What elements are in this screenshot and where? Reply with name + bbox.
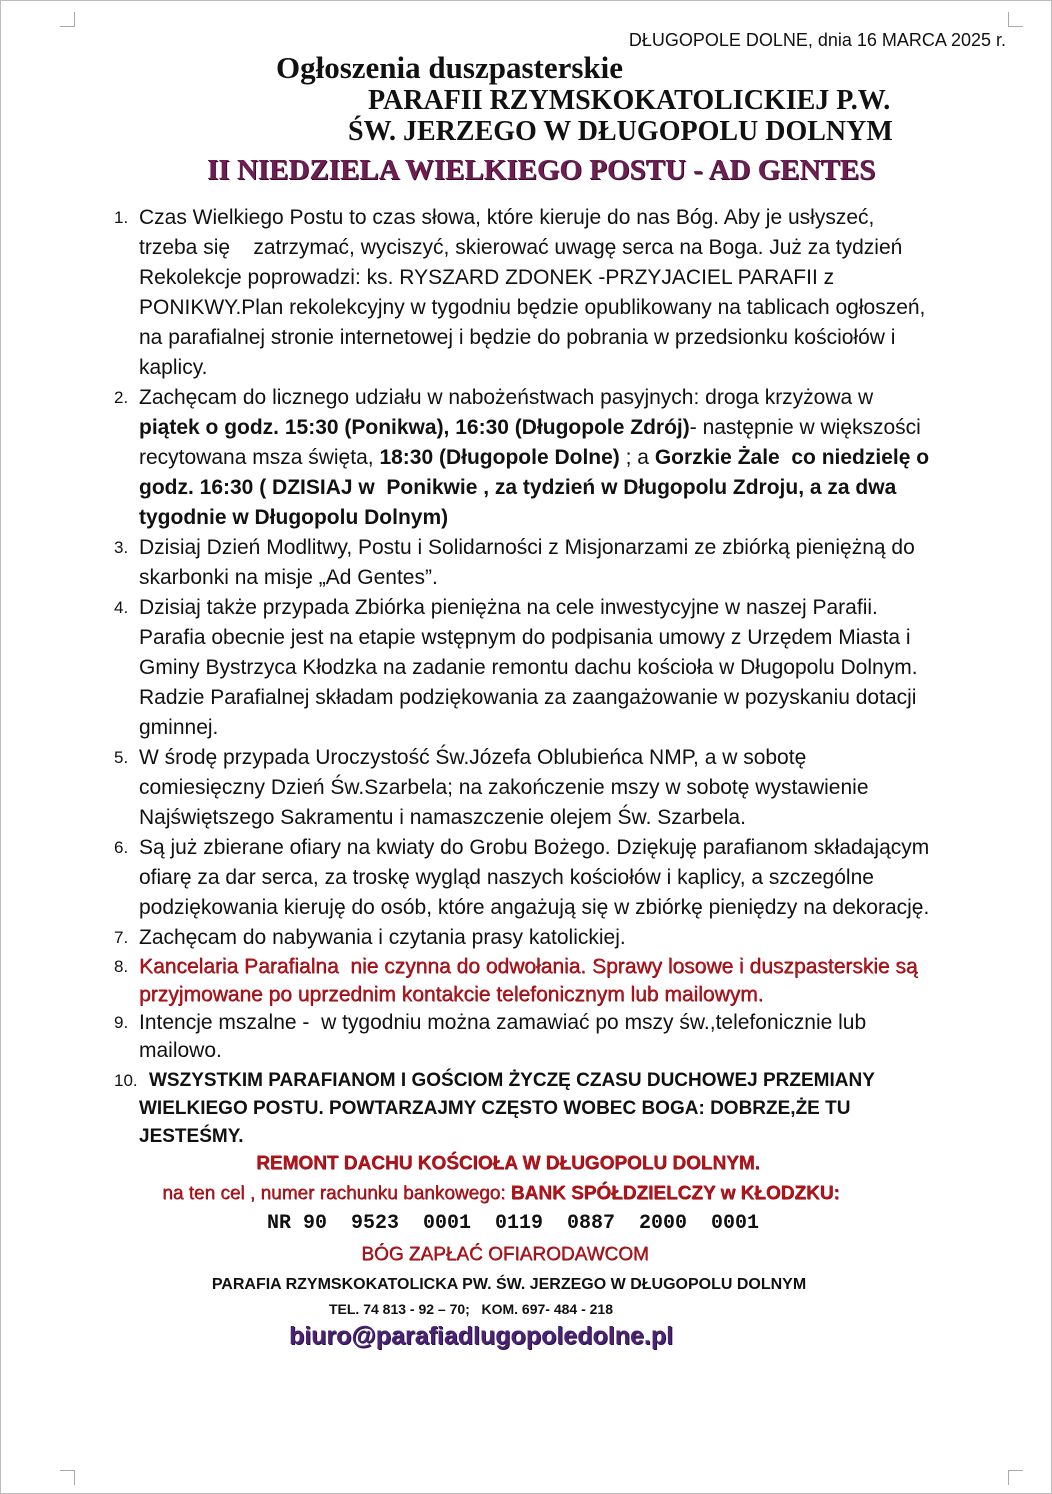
- friday-times: piątek o godz. 15:30 (Ponikwa), 16:30 (Długopole Zdrój): [139, 416, 690, 439]
- email-address[interactable]: biuro@parafiadlugopoledolne.pl: [288, 1322, 674, 1350]
- announcement-7: [110, 923, 1010, 953]
- line: Intencje mszalne - w tygodniu można zamawiać po mszy św.,telefonicznie lub: [139, 1011, 867, 1034]
- sunday-title: II NIEDZIELA WIELKIEGO POSTU - AD GENTES: [207, 154, 876, 186]
- announcement-3: [110, 533, 1010, 593]
- line: ofiarę za dar serca, za troskę wygląd naszych kościołów i kaplicy, a szczególne: [139, 866, 874, 889]
- thanks-line: BÓG ZAPŁAĆ OFIARODAWCOM: [361, 1244, 649, 1265]
- line: Rekolekcje poprowadzi: ks. RYSZARD ZDONEK -PRZYJACIEL PARAFII z: [139, 266, 835, 289]
- item-number: 4.: [114, 598, 129, 617]
- announcement-4: [110, 593, 1010, 743]
- item-number: 9.: [114, 1013, 129, 1032]
- crop-mark-bottom-left: [60, 1470, 75, 1485]
- item-number: 7.: [114, 928, 129, 947]
- line: Zachęcam do licznego udziału w nabożeństwach pasyjnych: droga krzyżowa w: [139, 386, 874, 409]
- item-number: 5.: [114, 748, 129, 767]
- line: trzeba się zatrzymać, wyciszyć, skierować uwagę serca na Boga. Już za tydzień: [139, 236, 903, 259]
- bank-account-line: [0, 1178, 1052, 1210]
- line: Parafia obecnie jest na etapie wstępnym do podpisania umowy z Urzędem Miasta i: [139, 626, 911, 649]
- line: Gminy Bystrzyca Kłodzka na zadanie remontu dachu kościoła w Długopolu Dolnym.: [139, 656, 918, 679]
- announcement-10: [110, 1067, 1010, 1151]
- announcement-6: [110, 833, 1010, 923]
- item-number: 6.: [114, 838, 129, 857]
- roof-repair-title: REMONT DACHU KOŚCIOŁA W DŁUGOPOLU DOLNYM.: [256, 1153, 760, 1174]
- text: recytowana msza święta,: [139, 446, 380, 469]
- parish-line-2: ŚW. JERZEGO W DŁUGOPOLU DOLNYM: [348, 116, 893, 147]
- line: podziękowania kieruję do osób, które angażują się w zbiórkę pieniędzy na dekorację.: [139, 896, 930, 919]
- document-title: Ogłoszenia duszpasterskie: [276, 50, 624, 85]
- line: Najświętszego Sakramentu i namaszczenie olejem Św. Szarbela.: [139, 806, 746, 829]
- text: ; a: [619, 446, 655, 469]
- gorzkie-zale: Gorzkie Żale co niedzielę o: [654, 446, 930, 469]
- line: mailowo.: [139, 1039, 222, 1062]
- line: W środę przypada Uroczystość Św.Józefa Oblubieńca NMP, a w sobotę: [139, 746, 807, 769]
- crop-mark-top-right: [1008, 12, 1023, 27]
- line: Czas Wielkiego Postu to czas słowa, które kieruje do nas Bóg. Aby je usłyszeć,: [139, 206, 875, 229]
- line: WSZYSTKIM PARAFIANOM I GOŚCIOM ŻYCZĘ CZASU DUCHOWEJ PRZEMIANY: [149, 1070, 875, 1091]
- announcement-2: [110, 383, 1010, 533]
- line: comiesięczny Dzień Św.Szarbela; na zakończenie mszy w sobotę wystawienie: [139, 776, 869, 799]
- dateline: DŁUGOPOLE DOLNE, dnia 16 MARCA 2025 r.: [628, 30, 1006, 50]
- phone-numbers: TEL. 74 813 - 92 – 70; KOM. 697- 484 - 218: [328, 1301, 614, 1317]
- item-number: 8.: [114, 957, 129, 976]
- line: WIELKIEGO POSTU. POWTARZAJMY CZĘSTO WOBEC BOGA: DOBRZE,ŻE TU: [139, 1098, 851, 1119]
- text: - następnie w większości: [689, 416, 921, 439]
- line: godz. 16:30 ( DZISIAJ w Ponikwie , za tydzień w Długopolu Zdroju, a za dwa: [139, 476, 897, 499]
- line: JESTEŚMY.: [139, 1126, 244, 1147]
- line: kaplicy.: [139, 356, 208, 379]
- evening-mass-time: 18:30 (Długopole Dolne): [379, 446, 620, 469]
- item-number: 2.: [114, 388, 129, 407]
- announcements-list: [110, 203, 1010, 1151]
- line: Radzie Parafialnej składam podziękowania za zaangażowanie w pozyskaniu dotacji: [139, 686, 917, 709]
- account-number: NR 90 9523 0001 0119 0887 2000 0001: [266, 1212, 760, 1235]
- item-number: 1.: [114, 208, 129, 227]
- parish-name: PARAFIA RZYMSKOKATOLICKA PW. ŚW. JERZEGO W DŁUGOPOLU DOLNYM: [211, 1276, 807, 1293]
- parish-line-1: PARAFII RZYMSKOKATOLICKIEJ P.W.: [368, 85, 891, 116]
- item-number: 10.: [114, 1071, 138, 1090]
- announcement-5: [110, 743, 1010, 833]
- line: Są już zbierane ofiary na kwiaty do Grobu Bożego. Dziękuję parafianom składającym: [139, 836, 930, 859]
- line: gminnej.: [139, 716, 219, 739]
- line: Dzisiaj Dzień Modlitwy, Postu i Solidarności z Misjonarzami ze zbiórką pieniężną do: [139, 536, 915, 559]
- line: Dzisiaj także przypada Zbiórka pieniężna na cele inwestycyjne w naszej Parafii.: [139, 596, 878, 619]
- line: [139, 413, 1010, 443]
- line: Kancelaria Parafialna nie czynna do odwołania. Sprawy losowe i duszpasterskie są: [139, 955, 918, 978]
- crop-mark-top-left: [60, 12, 75, 27]
- line: PONIKWY.Plan rekolekcyjny w tygodniu będzie opublikowany na tablicach ogłoszeń,: [139, 296, 926, 319]
- line: tygodnie w Długopolu Dolnym): [139, 506, 449, 529]
- footer: [0, 1150, 1052, 1352]
- line: Zachęcam do nabywania i czytania prasy katolickiej.: [139, 926, 626, 949]
- account-prefix: na ten cel , numer rachunku bankowego:: [162, 1183, 511, 1204]
- announcement-8: [110, 953, 1010, 1009]
- line: [139, 443, 1010, 473]
- item-number: 3.: [114, 538, 129, 557]
- line: przyjmowane po uprzednim kontakcie telefonicznym lub mailowym.: [139, 983, 764, 1006]
- crop-mark-bottom-right: [1008, 1470, 1023, 1485]
- announcement-1: [110, 203, 1010, 383]
- document-heading: [0, 52, 1052, 187]
- line: na parafialnej stronie internetowej i będzie do pobrania w przedsionku kościołów i: [139, 326, 896, 349]
- announcement-9: [110, 1009, 1010, 1065]
- line: skarbonki na misje „Ad Gentes”.: [139, 566, 438, 589]
- bank-name: BANK SPÓŁDZIELCZY w KŁODZKU:: [510, 1183, 840, 1204]
